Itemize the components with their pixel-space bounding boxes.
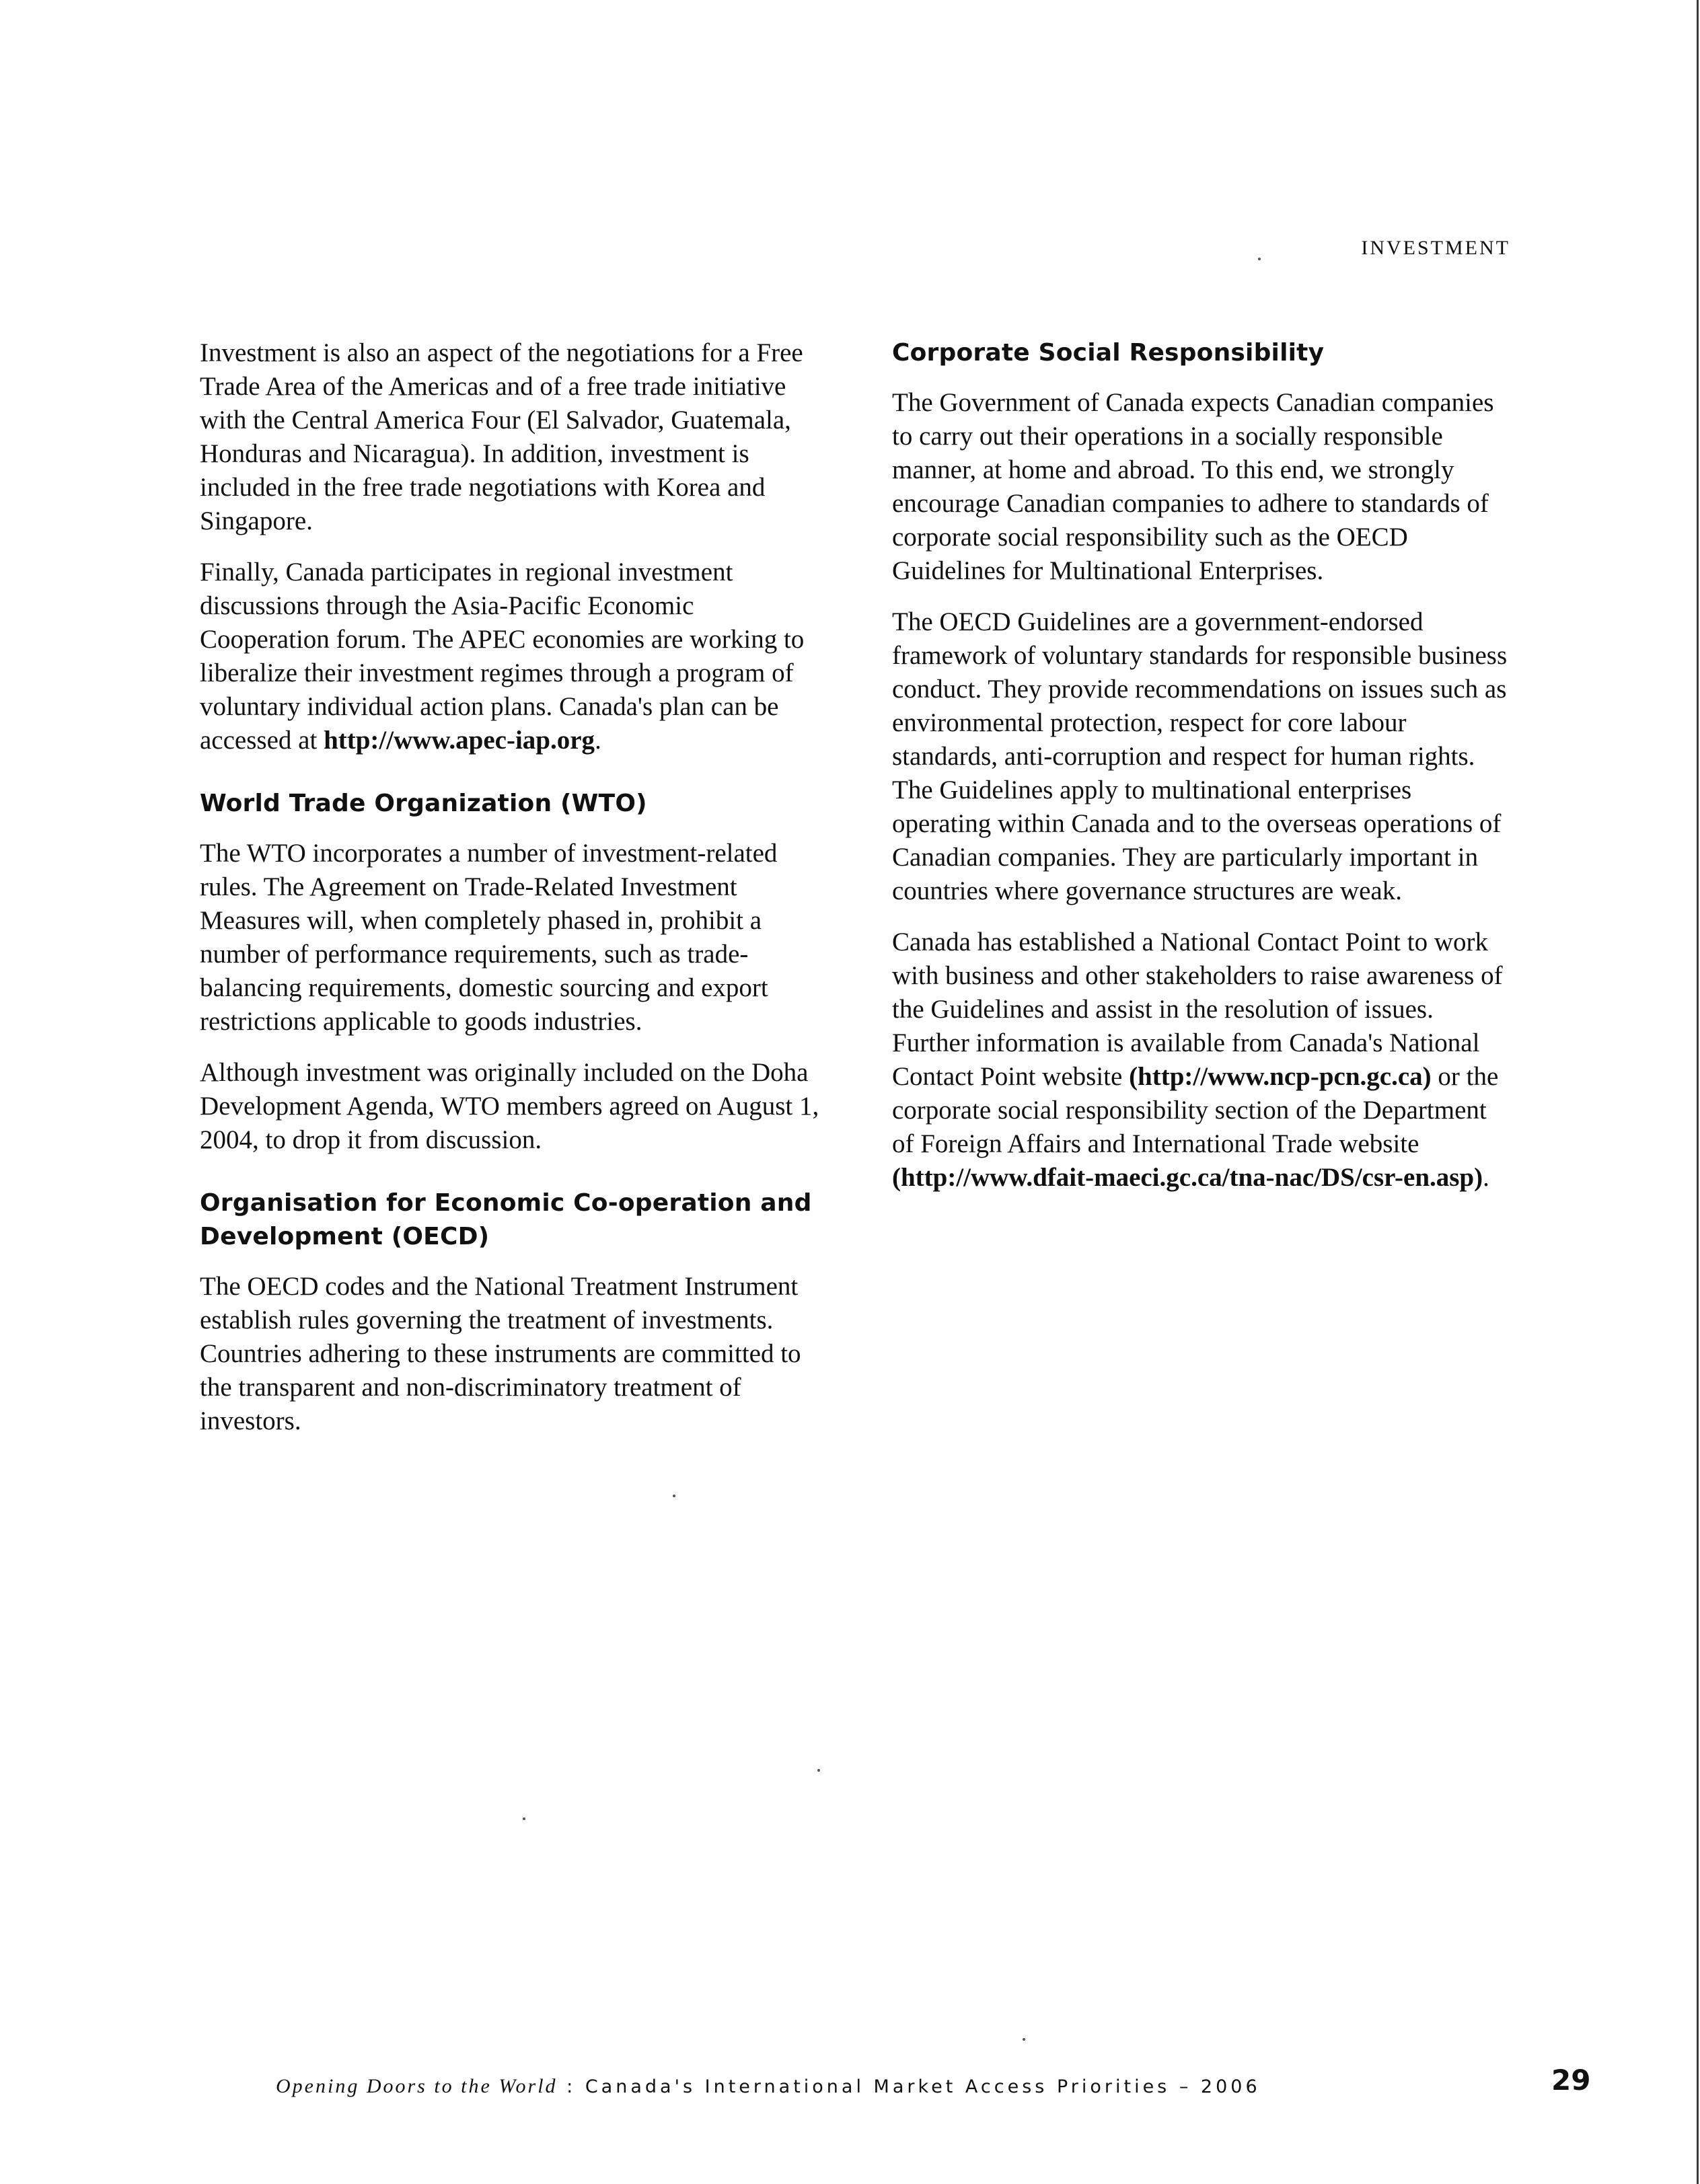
scan-speck (817, 1769, 820, 1772)
footer-title-rest: : Canada's International Market Access Priorities – 2006 (557, 2076, 1261, 2097)
oecd-heading: Organisation for Economic Co-operation and Development (OECD) (200, 1189, 812, 1250)
page-edge-line (1697, 0, 1699, 2184)
ncp-end: . (1483, 1163, 1489, 1192)
ncp-text: Canada has established a National Contact Point to work with business and other stakeholders to raise awareness of the Guidelines and assist in the resolution of issues. Further information is available from Canada's National Contact Point website (892, 928, 1503, 1091)
left-column (200, 336, 822, 1456)
page-number: 29 (1551, 2064, 1591, 2097)
footer-title (276, 2075, 1514, 2098)
scan-speck (523, 1817, 525, 1820)
paragraph-national-contact-point (892, 926, 1514, 1195)
dfait-link[interactable]: (http://www.dfait-maeci.gc.ca/tna-nac/DS/csr-en.asp) (892, 1163, 1483, 1192)
paragraph-csr-expectations: The Government of Canada expects Canadian companies to carry out their operations in a socially responsible manner, at home and abroad. To this end, we strongly encourage Canadian companies to adhere to standards of corporate social responsibility such as the OECD Guidelines for Multinational Enterprises. (892, 388, 1494, 585)
csr-heading: Corporate Social Responsibility (892, 339, 1325, 367)
ncp-link[interactable]: (http://www.ncp-pcn.gc.ca) (1129, 1062, 1432, 1091)
ncp-mid-text: or the corporate social responsibility section of the Department of Foreign Affairs and International Trade website (892, 1062, 1499, 1158)
paragraph-oecd-codes: The OECD codes and the National Treatment Instrument establish rules governing the treatment of investments. Countries adhering to these instruments are committed to the transparent and non-discriminatory treatment of investors. (200, 1272, 801, 1435)
paragraph-ftaa: Investment is also an aspect of the negotiations for a Free Trade Area of the Americas and of a free trade initiative with the Central America Four (El Salvador, Guatemala, Honduras and Nicaragua). In addition, investment is included in the free trade negotiations with Korea and Singapore. (200, 338, 803, 535)
paragraph-apec-end: . (595, 726, 601, 755)
paragraph-wto-doha: Although investment was originally included on the Doha Development Agenda, WTO members agreed on August 1, 2004, to drop it from discussion. (200, 1058, 819, 1154)
paragraph-wto-rules: The WTO incorporates a number of investment-related rules. The Agreement on Trade-Related Investment Measures will, when completely phased in, prohibit a number of performance requirements, such as trade-balancing requirements, domestic sourcing and export restrictions applicable to goods industries. (200, 839, 778, 1036)
apec-link[interactable]: http://www.apec-iap.org (324, 726, 595, 755)
paragraph-oecd-guidelines: The OECD Guidelines are a government-endorsed framework of voluntary standards for responsible business conduct. They provide recommendations on issues such as environmental protection, respect for core labour standards, anti-corruption and respect for human rights. The Guidelines apply to multinational enterprises operating within Canada and to the overseas operations of Canadian companies. They are particularly important in countries where governance structures are weak. (892, 607, 1508, 905)
scan-speck (1023, 2038, 1025, 2041)
right-column (892, 336, 1514, 1212)
scan-speck (673, 1495, 675, 1497)
wto-heading: World Trade Organization (WTO) (200, 790, 647, 817)
section-label: INVESTMENT (1361, 237, 1510, 259)
paragraph-apec (200, 556, 822, 757)
footer-title-italic: Opening Doors to the World (276, 2075, 558, 2097)
paragraph-apec-text: Finally, Canada participates in regional investment discussions through the Asia-Pacific Economic Cooperation forum. The APEC economies are working to liberalize their investment regimes through a program of voluntary individual action plans. Canada's plan can be accessed at (200, 558, 805, 755)
scan-speck (1258, 258, 1261, 260)
